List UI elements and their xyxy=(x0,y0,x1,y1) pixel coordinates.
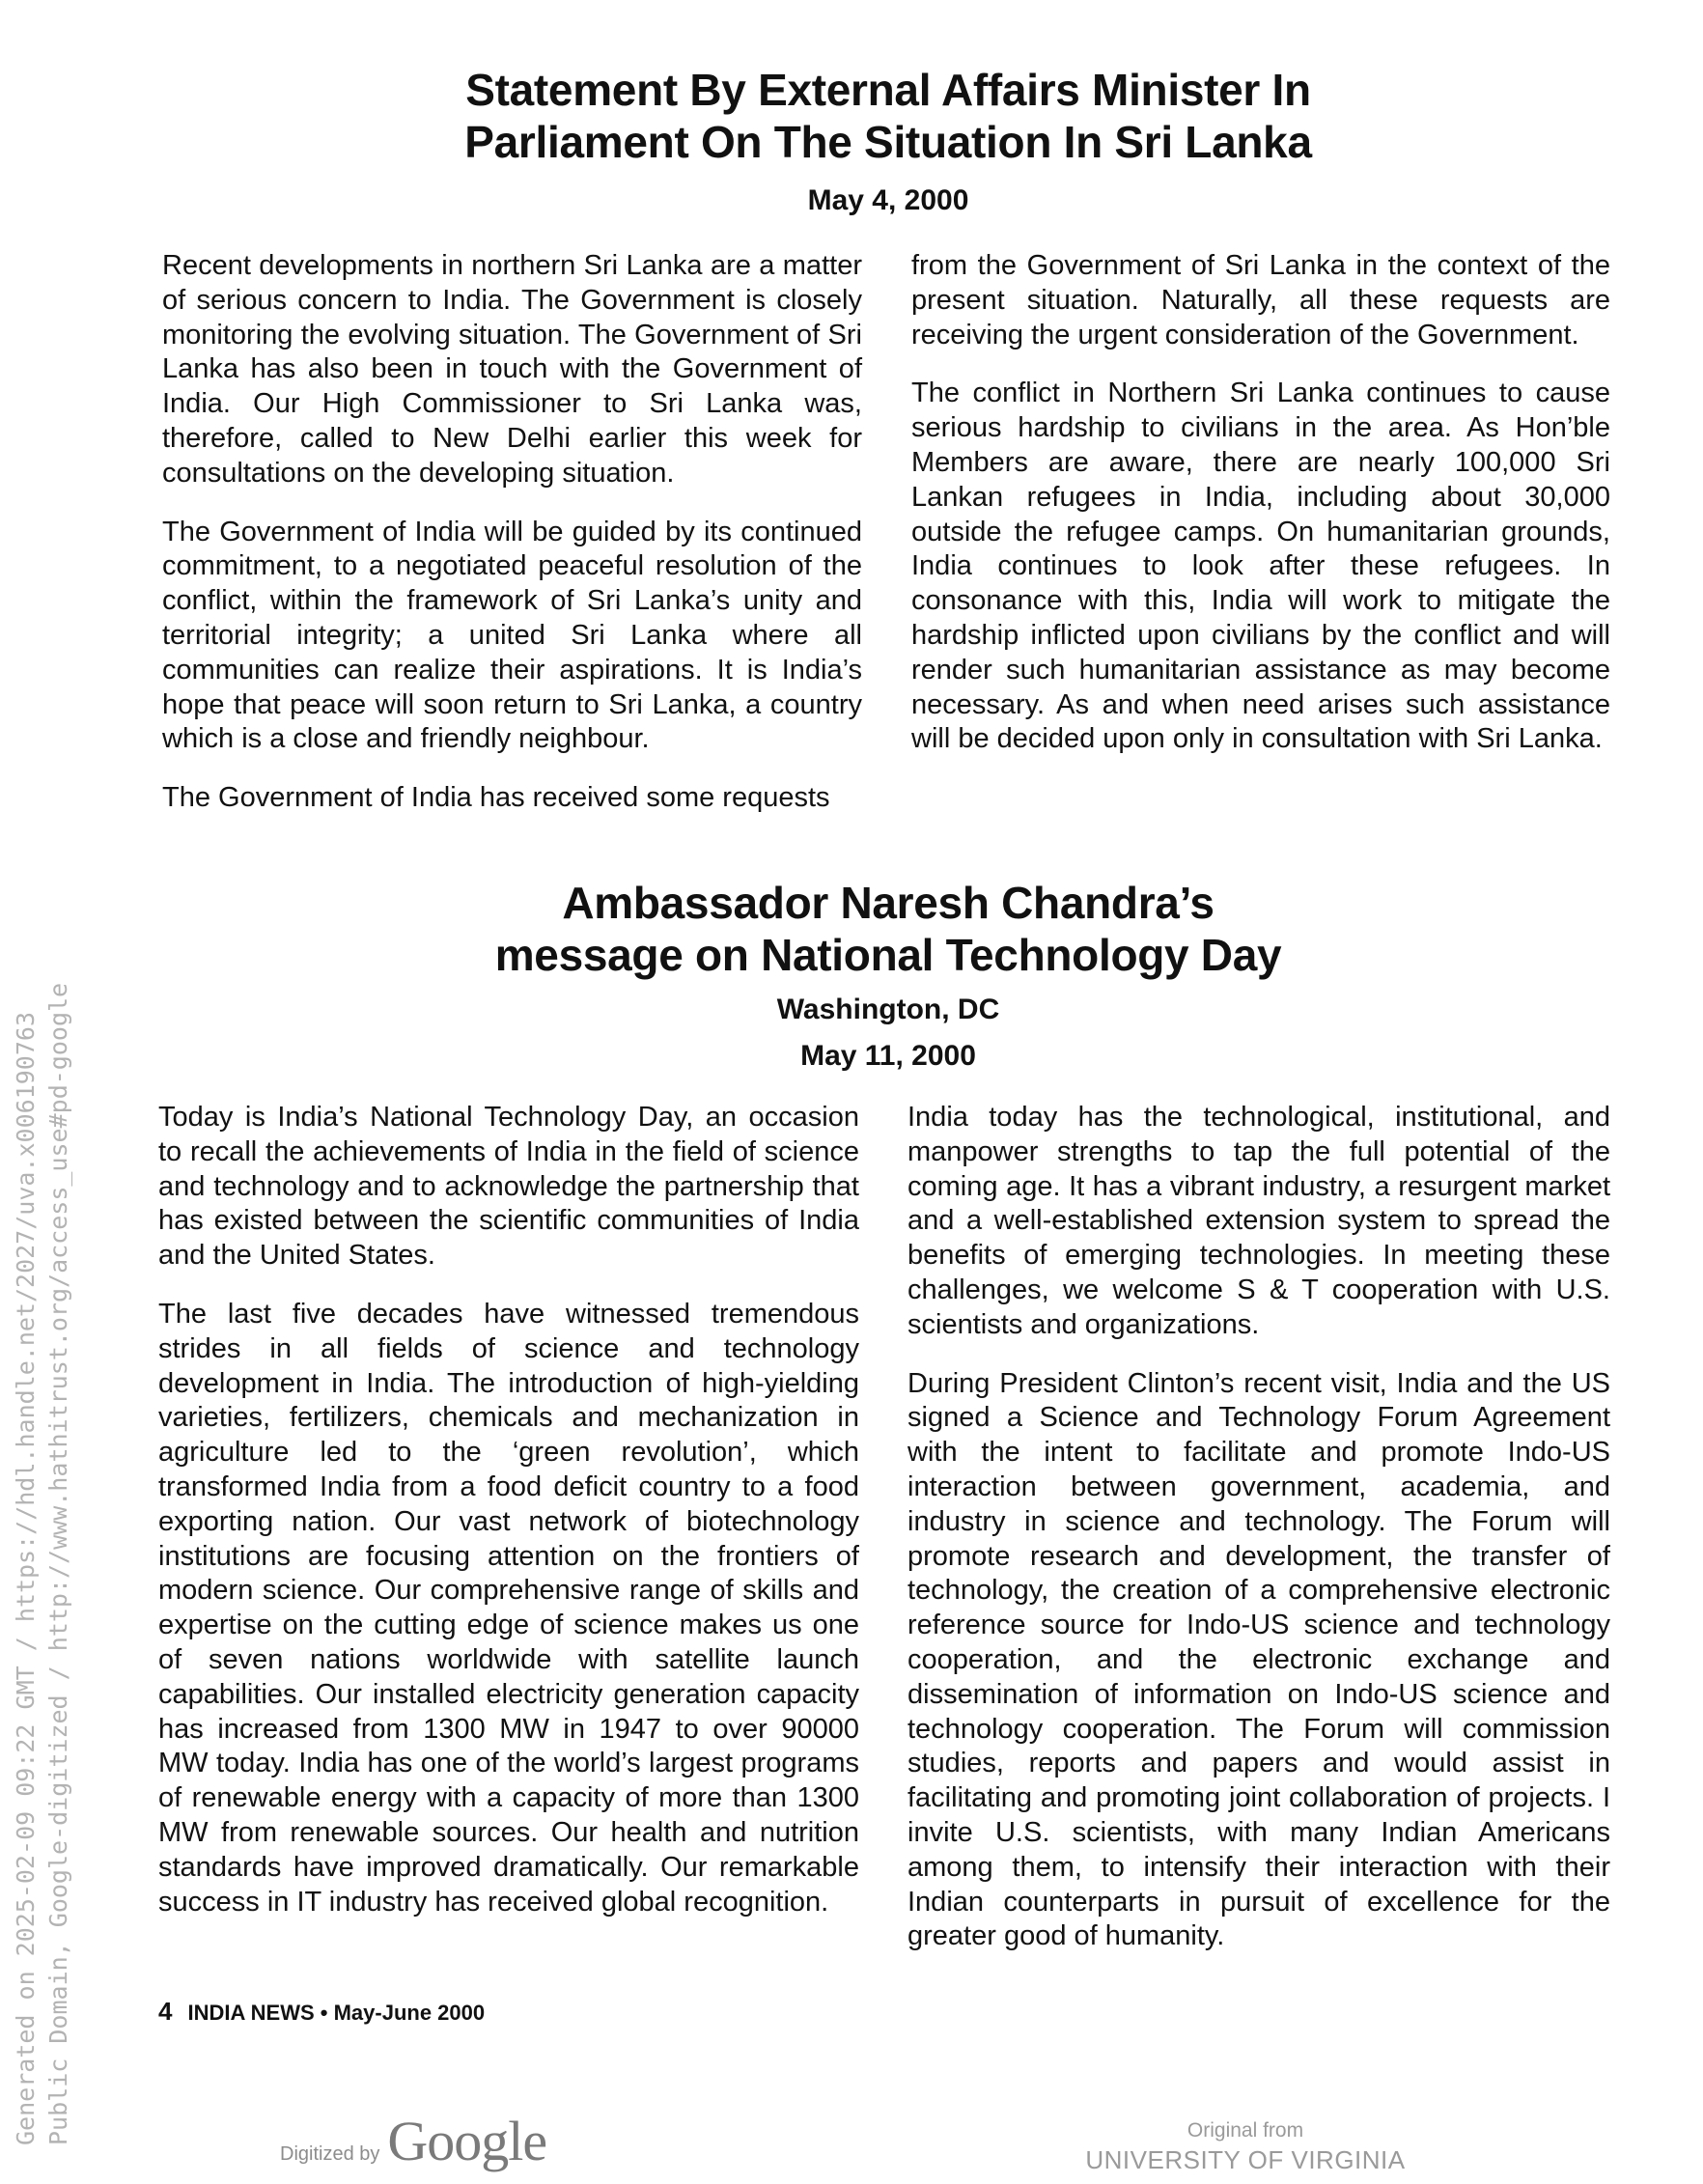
watermark-line2: Public Domain, Google-digitized / http://www.hathitrust.org/access_use#pd-google xyxy=(44,982,72,2145)
article1-left-paragraph: Recent developments in northern Sri Lanka are a matter of serious concern to India. The Government is closely monitoring the evolving situation. The Government of Sri Lanka has also been in touch with the Government of India. Our High Commissioner to Sri Lanka was, therefore, called to New Delhi earlier this week for consultations on the developing situation. xyxy=(162,250,862,489)
article2-left-paragraph: Today is India’s National Technology Day, an occasion to recall the achievements of India in the field of science and technology and to acknowledge the partnership that has existed between the scientific communities of India and the United States. xyxy=(158,1102,859,1272)
article2-right-paragraph: During President Clinton’s recent visit, India and the US signed a Science and Technology Forum Agreement with the intent to facilitate and promote Indo-US interaction between government, academia, and industry in science and technology. The Forum will promote research and development, the transfer of technology, the creation of a comprehensive electronic reference source for Indo-US science and technology cooperation, and the electronic exchange and dissemination of information on Indo-US science and technology cooperation. The Forum will commission studies, reports and papers and would assist in facilitating and promoting joint collaboration of projects. I invite U.S. scientists, with many Indian Americans among them, to intensify their interaction with their Indian counterparts in pursuit of excellence for the greater good of humanity. xyxy=(907,1367,1610,1952)
article1-right-paragraph: The conflict in Northern Sri Lanka continues to cause serious hardship to civilians in the area. As Hon’ble Members are aware, there are nearly 100,000 Sri Lankan refugees in India, including about 30,000 outside the refugee camps. On humanitarian grounds, India continues to look after these refugees. In consonance with this, India will work to mitigate the hardship inflicted upon civilians by the conflict and will render such humanitarian assistance as may become necessary. As and when need arises such assistance will be decided upon only in consultation with Sri Lanka. xyxy=(911,378,1610,755)
google-logo: Google xyxy=(387,2110,547,2172)
article2-right-paragraph: India today has the technological, institutional, and manpower strengths to tap the full potential of the coming age. It has a vibrant industry, a resurgent market and a well-established extension system to spread the benefits of emerging technologies. In meeting these challenges, we welcome S & T cooperation with U.S. scientists and organizations. xyxy=(907,1102,1610,1340)
original-from-stamp xyxy=(1062,2116,1429,2174)
article1-left-column xyxy=(162,249,862,840)
article2-title xyxy=(319,877,1458,981)
article1-title-line1: Statement By External Affairs Minister In xyxy=(465,65,1311,115)
article1-title-line2: Parliament On The Situation In Sri Lanka xyxy=(464,117,1312,167)
article1-date: May 4, 2000 xyxy=(807,184,969,216)
watermark-line1: Generated on 2025-02-09 09:22 GMT / https://hdl.handle.net/2027/uva.x006190763 xyxy=(12,1012,40,2145)
article2-title-line2: message on National Technology Day xyxy=(494,930,1282,980)
digitized-by-label: Digitized by xyxy=(280,2143,380,2165)
university-name: UNIVERSITY OF VIRGINIA xyxy=(1085,2145,1406,2174)
article2-left-column xyxy=(158,1101,859,1944)
article1-right-paragraph: from the Government of Sri Lanka in the context of the present situation. Naturally, all these requests are receiving the urgent consideration of the Government. xyxy=(911,250,1610,350)
article2-right-column xyxy=(907,1101,1610,1978)
article1-right-column xyxy=(911,249,1610,781)
page-number: 4 xyxy=(158,1997,173,2026)
page-footer xyxy=(158,1998,485,2027)
article2-title-line1: Ambassador Naresh Chandra’s xyxy=(562,878,1214,928)
article1-left-paragraph: The Government of India has received some requests xyxy=(162,782,830,814)
publication-name: INDIA NEWS • May-June 2000 xyxy=(187,2001,486,2025)
original-from-label: Original from xyxy=(1187,2119,1304,2142)
article2-left-paragraph: The last five decades have witnessed tremendous strides in all fields of science and technology development in India. The introduction of high-yielding varieties, fertilizers, chemicals and mechanization in agriculture led to the ‘green revolution’, which transformed India from a food deficit country to a food exporting nation. Our vast network of biotechnology institutions are focusing attention on the frontiers of modern science. Our comprehensive range of skills and expertise on the cutting edge of science makes us one of seven nations worldwide with satellite launch capabilities. Our installed electricity generation capacity has increased from 1300 MW in 1947 to over 90000 MW today. India has one of the world’s largest programs of renewable energy with a capacity of more than 1300 MW from renewable sources. Our health and nutrition standards have improved dramatically. Our remarkable success in IT industry has received global recognition. xyxy=(158,1298,859,1918)
article2-date: May 11, 2000 xyxy=(800,1040,976,1072)
digitized-by-stamp xyxy=(280,2109,546,2173)
article1-left-paragraph: The Government of India will be guided by its continued commitment, to a negotiated peaceful resolution of the conflict, within the framework of Sri Lanka’s unity and territorial integrity; a united Sri Lanka where all communities can realize their aspirations. It is India’s hope that peace will soon return to Sri Lanka, a country which is a close and friendly neighbour. xyxy=(162,516,862,755)
article2-location: Washington, DC xyxy=(776,994,1000,1025)
article1-title xyxy=(319,64,1458,168)
side-watermark xyxy=(10,736,75,2145)
